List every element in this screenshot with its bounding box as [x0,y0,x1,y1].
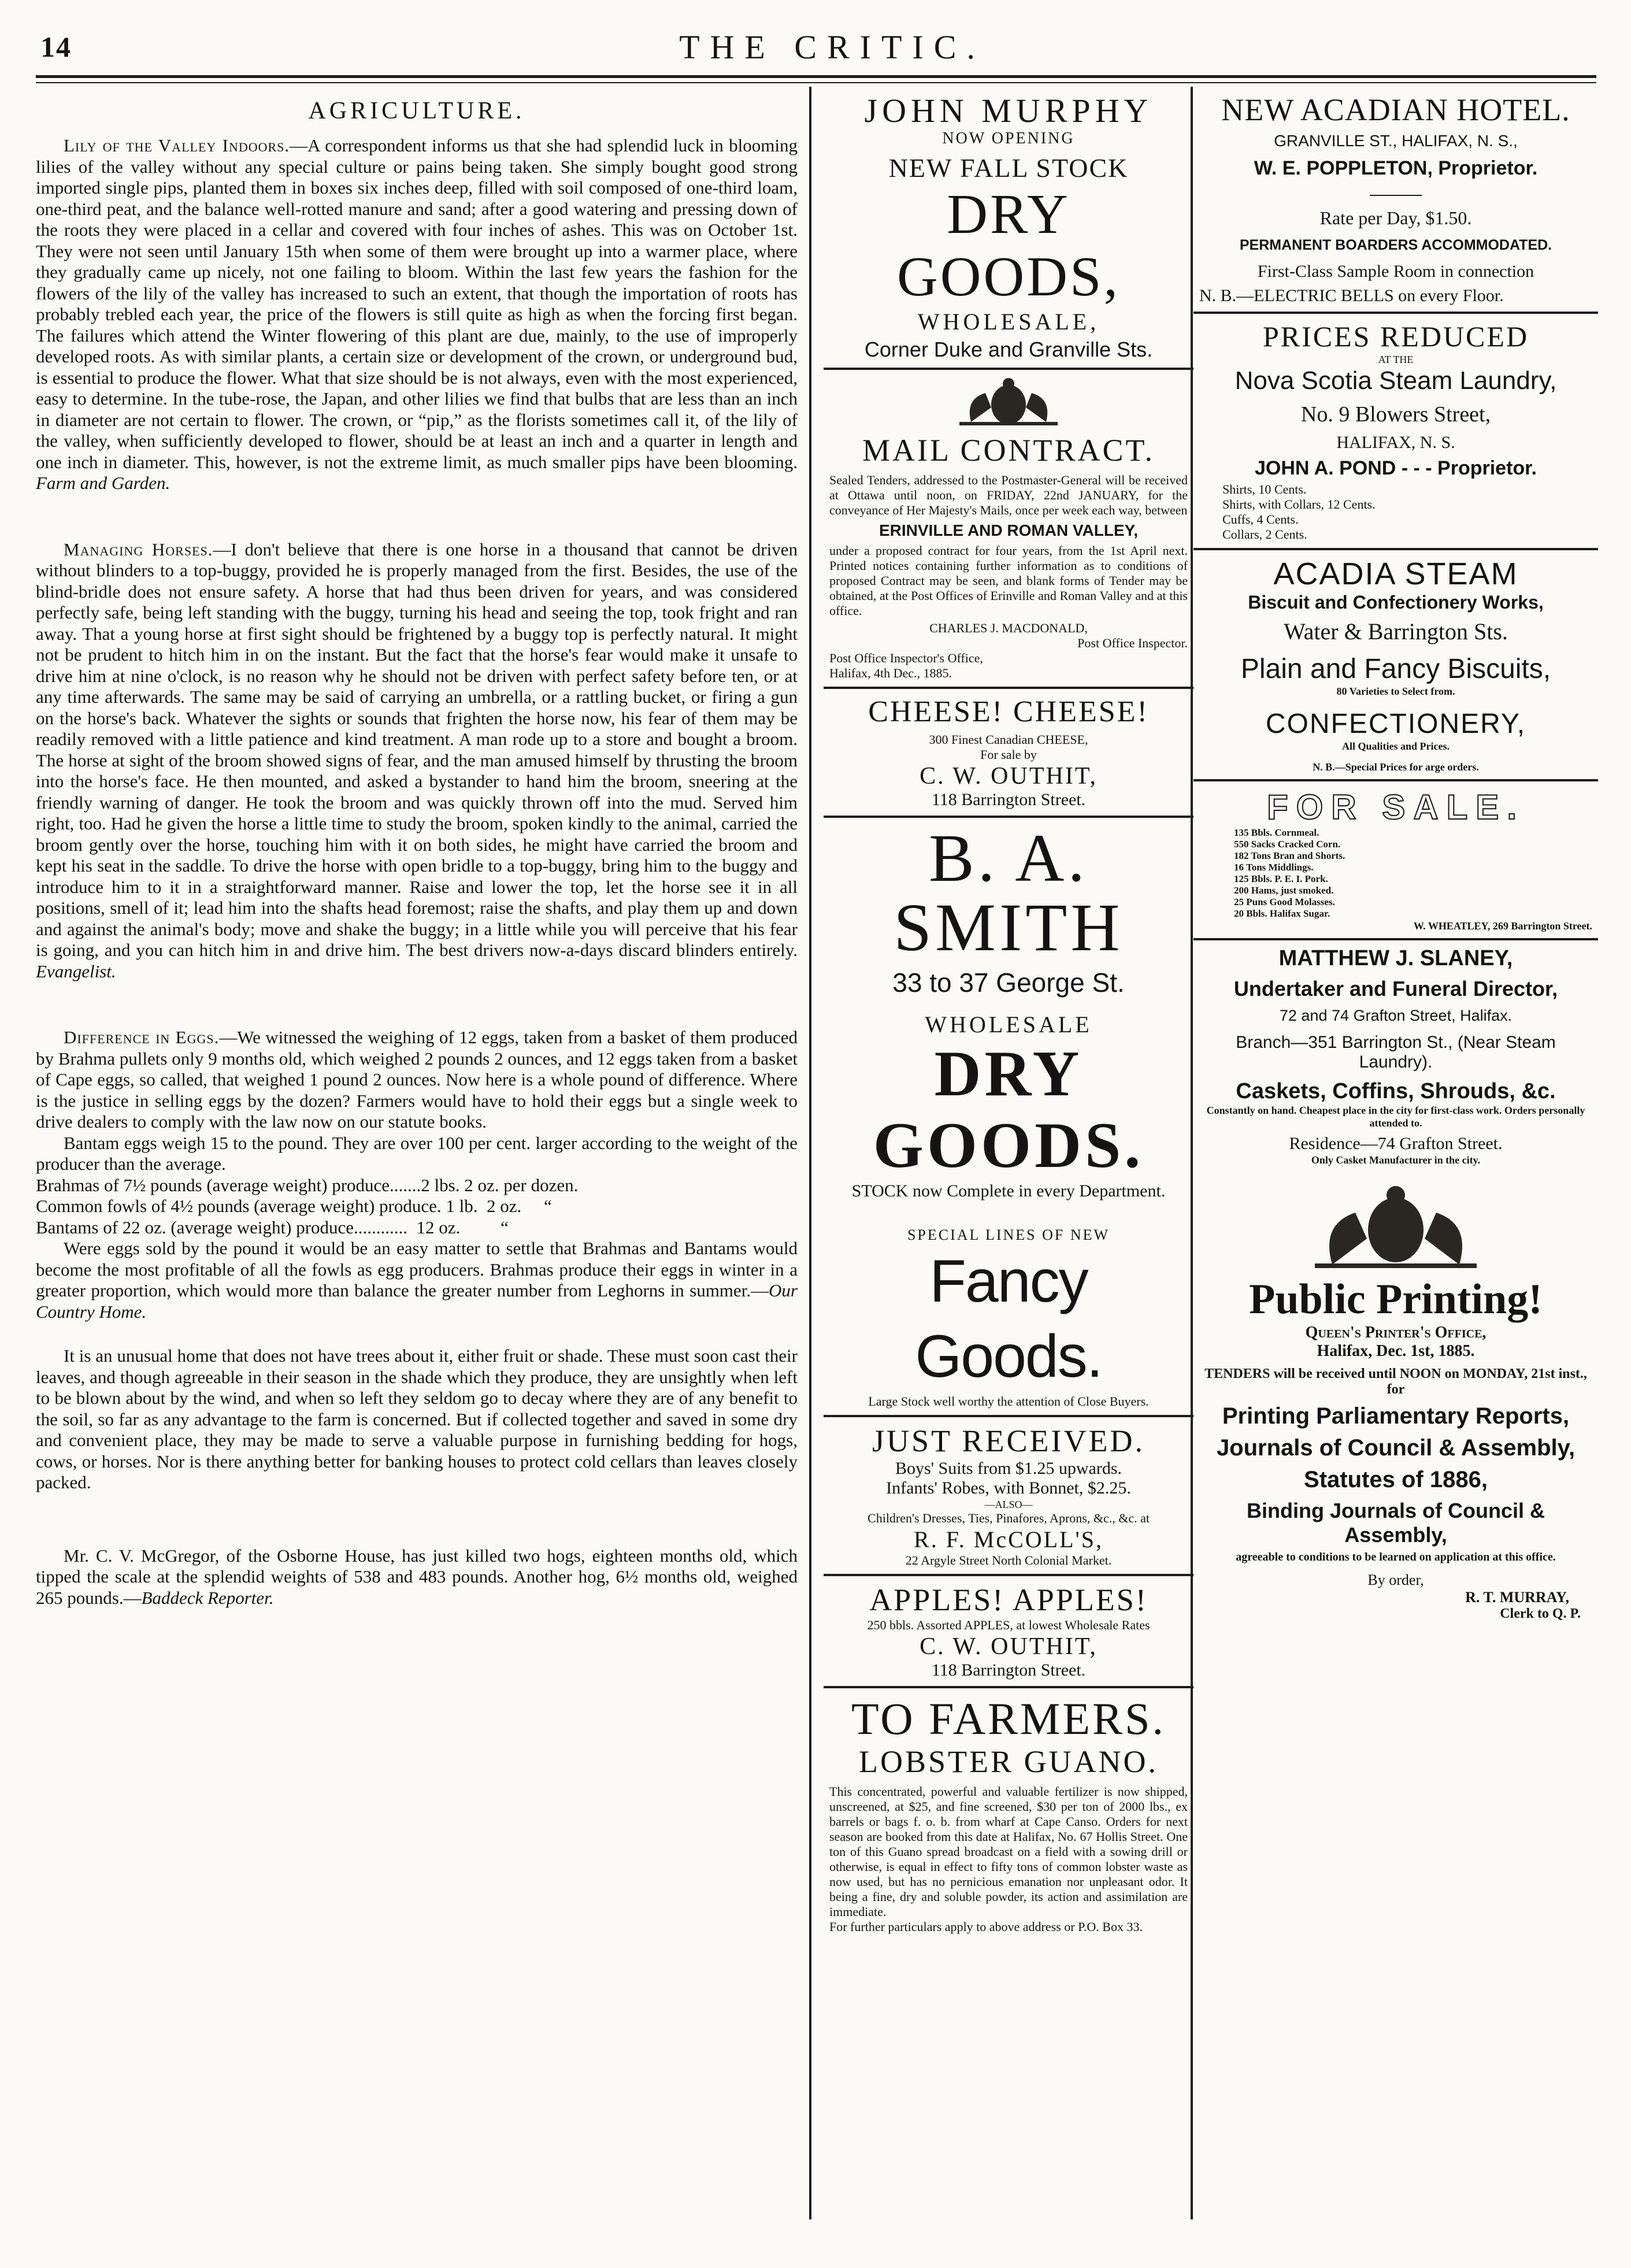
ad-farmers-further: For further particulars apply to above address or P.O. Box 33. [829,1919,1143,1934]
egg-table-row: Brahmas of 7½ pounds (average weight) produce.......2 lbs. 2 oz. per dozen. [36,1174,579,1195]
article-text: Mr. C. V. McGregor, of the Osborne House, has just killed two hogs, eighteen months old, which tipped the scale at the splendid weights of 538 and 483 pounds. Another hog, 6½ months old, weighed 265 pounds.— [36,1545,798,1608]
ad-received-title: JUST RECEIVED. [872,1424,1146,1458]
ad-apples-title: APPLES! APPLES! [869,1583,1148,1617]
ad-separator [824,1574,1193,1576]
article-lead: Lily of the Valley Indoors. [64,135,290,155]
laundry-item: Collars, 2 Cents. [1222,527,1307,542]
ad-smith-special: SPECIAL LINES OF NEW [907,1226,1110,1243]
for-sale-item: 20 Bbls. Halifax Sugar. [1234,908,1330,919]
egg-table-row: Common fowls of 4½ pounds (average weight) produce. 1 lb. 2 oz. “ [36,1196,552,1216]
ad-received-address: 22 Argyle Street North Colonial Market. [905,1553,1112,1567]
ad-slaney-residence: Residence—74 Grafton Street. [1289,1134,1503,1153]
egg-table-row: Bantams of 22 oz. (average weight) produce............ 12 oz. “ [36,1217,509,1237]
ad-slaney [1193,946,1598,1166]
article-eggs-closing: Were eggs sold by the pound it would be an easy matter to settle that Brahmas and Bantams would become the most profitable of all the fowls as egg producers. Brahmas produce their eggs in winter in a greater proportion, which would more than balance the greater number from Leghorns in summer.—Our Country Home. [36,1238,798,1322]
ad-smith-fancy: Fancy Goods. [915,1248,1102,1390]
laundry-item: Shirts, with Collars, 12 Cents. [1222,497,1376,512]
ad-cheese-address: 118 Barrington Street. [931,790,1086,809]
ad-apples-address: 118 Barrington Street. [931,1661,1086,1680]
ad-separator [1193,312,1598,314]
ad-murphy-now-opening: NOW OPENING [942,129,1075,147]
ad-printing-title: Public Printing! [1249,1276,1543,1323]
ad-john-murphy [824,92,1193,362]
ad-ba-smith [824,820,1193,1409]
article-credit: Evangelist. [36,961,116,981]
article-text: Were eggs sold by the pound it would be an easy matter to settle that Brahmas and Bantams would become the most profitable of all the fowls as egg producers. Brahmas produce their eggs in winter in a greater proportion, which would more than balance the greater number from Leghorns in summer. [36,1238,798,1300]
header-rule [36,75,1596,78]
ad-mail-office: Post Office Inspector's Office, [829,651,983,665]
ad-printing-office: Queen's Printer's Office, [1305,1324,1487,1341]
ad-farmers-body: This concentrated, powerful and valuable fertilizer is now shipped, unscreened, at $25, and fine screened, $30 per ton of 2000 lbs., ex barrels or bags f. o. b. from wharf at Cape Canso. Orders for next season are booked from this date at Halifax, No. 67 Hollis Street. One ton of this Guano spread broadcast on a field with a sowing drill or otherwise, is equal in effect to fifty tons of common lobster waste as now used, but has no pernicious emanation nor unpleasant odor. It being a fine, dry and soluble powder, its action and assimilation are immediate. [829,1784,1188,1919]
ad-printing-order: By order, [1367,1572,1424,1588]
ad-for-sale-items [1199,827,1592,920]
ad-cheese-line1: 300 Finest Canadian CHEESE, [929,732,1088,747]
ad-acadia-line6: All Qualities and Prices. [1342,740,1450,752]
ad-acadia-line3: Plain and Fancy Biscuits, [1240,654,1551,684]
ad-received-line1: Boys' Suits from $1.25 upwards. [895,1459,1122,1478]
ad-cheese [824,695,1193,810]
ad-acadia-line4: 80 Varieties to Select from. [1336,685,1455,697]
ad-hotel-proprietor: W. E. POPPLETON, Proprietor. [1254,157,1538,179]
ad-laundry-city: HALIFAX, N. S. [1336,433,1455,452]
article-difference-in-eggs [36,1027,798,1133]
ad-smith-wholesale: WHOLESALE [925,1011,1092,1037]
ad-separator [1193,779,1598,781]
ad-smith-dry-goods: DRY GOODS. [873,1038,1144,1181]
royal-arms-icon [936,376,1081,428]
ad-slaney-title: Undertaker and Funeral Director, [1233,977,1558,1000]
ad-printing-cond: agreeable to conditions to be learned on application at this office. [1236,1551,1556,1563]
ad-hotel-rate: Rate per Day, $1.50. [1319,207,1472,228]
ad-hotel-bells: N. B.—ELECTRIC BELLS on every Floor. [1199,286,1504,305]
ad-acadia-title: ACADIA STEAM [1273,557,1518,591]
ad-for-sale-signer: W. WHEATLEY, 269 Barrington Street. [1413,920,1592,932]
ad-printing-signer: R. T. MURRAY, [1465,1589,1569,1606]
ad-public-printing [1193,1184,1598,1622]
ad-printing-item1: Printing Parliamentary Reports, [1222,1403,1570,1429]
ad-for-sale-title: FOR SALE. [1266,788,1525,827]
ad-acadia-line1: Biscuit and Confectionery Works, [1248,592,1544,613]
ad-murphy-wholesale: WHOLESALE, [917,309,1100,335]
ad-printing-item4: Binding Journals of Council & Assembly, [1247,1499,1545,1547]
ad-hotel-boarders: PERMANENT BOARDERS ACCOMMODATED. [1239,237,1552,253]
ads-middle-column [824,92,1193,1935]
article-text: —A correspondent informs us that she had splendid luck in blooming lilies of the valley without any special culture or pains being taken. She simply bought good strong imported single pips, planted them in boxes six inches deep, filled with soil composed of one-third loam, one-third peat, and the balance well-rotted manure and sand; after a good watering and pressing down of the roots they were placed in a cellar and covered with four inches of ashes. This was on October 1st. They were not seen until January 15th when some of them were brought up into a warmer place, where they gradually came up nicely, not one failing to bloom. Within the last few years the fashion for the flowers of the lily of the valley has increased to such an extent, that though the importation of roots has probably trebled each year, the price of the flowers is still quite as high as when the forcing first began. The failures which attend the Winter flowering of this plant are due, mainly, to the use of improperly developed roots. As with similar plants, a certain size or development of the crown, or underground bud, is essential to produce the flower. What that size should be is not always, even with the most experienced, easy to determine. In the tube-rose, the Japan, and other lilies we find that bulbs that are less than an inch in diameter are not certain to flower. The crown, or “pip,” as the florists sometimes call it, of the lily of the valley, when sufficiently developed to flower, should be at least an inch and a quarter in length and one inch in diameter. This, however, is not the extreme limit, as much smaller pips have been blooming. [36,135,798,472]
article-lead: Difference in Eggs. [64,1027,220,1047]
ad-cheese-title: CHEESE! CHEESE! [868,695,1149,728]
ad-laundry-prices: PRICES REDUCED [1262,320,1529,353]
ad-for-sale [1193,787,1598,932]
article-leaves: It is an unusual home that does not have trees about it, either fruit or shade. These must soon cast their leaves, and though agreeable in their season in the shade which they produce, they are unsightly when left to be blown about by the wind, and when so left they seldom go to decay where they are of any benefit to the soil, so far as any advantage to the farm is concerned. But if collected together and saved in some dry and convenient place, they may be made to serve a valuable purpose in furnishing bedding for hogs, cows, or horses. Nor is there anything better for banking houses to protect cold cellars than leaves closely packed. [36,1346,798,1492]
header-rule-thin [36,82,1596,83]
ads-right-column [1193,92,1598,1622]
ad-steam-laundry [1193,320,1598,542]
ad-murphy-name: JOHN MURPHY [864,92,1153,129]
ad-smith-stock: STOCK now Complete in every Department. [851,1181,1166,1200]
laundry-item: Cuffs, 4 Cents. [1222,512,1299,527]
for-sale-item: 125 Bbls. P. E. I. Pork. [1234,873,1328,884]
ad-laundry-items [1199,482,1592,542]
article-managing-horses [36,539,798,983]
article-hogs [36,1546,798,1609]
ad-printing-item3: Statutes of 1886, [1304,1467,1488,1492]
ad-smith-name: B. A. SMITH [894,820,1124,965]
laundry-item: Shirts, 10 Cents. [1222,482,1307,496]
ad-slaney-caskets: Caskets, Coffins, Shrouds, &c. [1236,1079,1556,1103]
ad-acadia-line5: CONFECTIONERY, [1265,709,1526,739]
article-credit: Farm and Garden. [36,473,170,493]
ad-mail-contract [824,376,1193,681]
for-sale-item: 16 Tons Middlings. [1234,862,1314,873]
ad-acadia-line2: Water & Barrington Sts. [1284,618,1508,644]
for-sale-item: 200 Hams, just smoked. [1234,885,1334,896]
ad-separator [1193,548,1598,550]
ad-printing-date: Halifax, Dec. 1st, 1885. [1317,1342,1475,1360]
article-bantam-paragraph: Bantam eggs weigh 15 to the pound. They are over 100 per cent. larger according to the weight of the producer than the average. [36,1132,798,1174]
ad-mail-route: ERINVILLE AND ROMAN VALLEY, [878,521,1138,539]
ad-acadia-line7: N. B.—Special Prices for arge orders. [1313,761,1479,773]
ad-separator [824,687,1193,689]
ad-apples-line1: 250 bbls. Assorted APPLES, at lowest Wholesale Rates [867,1618,1150,1632]
ad-mail-date: Halifax, 4th Dec., 1885. [829,666,952,680]
ad-separator [824,368,1193,370]
ad-acadia-steam [1193,556,1598,773]
ad-separator [824,1686,1193,1688]
article-text: —We witnessed the weighing of 12 eggs, taken from a basket of them produced by Brahma pullets only 9 months old, which weighed 2 pounds 2 ounces, and 12 eggs taken from a basket of Cape eggs, so called, that weighed 1 pound 2 ounces. Now here is a whole pound of difference. Where is the justice in selling eggs by the dozen? Farmers would have to hold their eggs but a single week to drive dealers to comply with the law now on our statute books. [36,1027,798,1132]
ad-received-name: R. F. McCOLL'S, [914,1526,1103,1552]
royal-arms-icon [1280,1184,1511,1270]
agriculture-heading: AGRICULTURE. [308,98,525,124]
ad-slaney-address: 72 and 74 Grafton Street, Halifax. [1279,1007,1513,1024]
ad-farmers-subtitle: LOBSTER GUANO. [858,1744,1158,1779]
ad-received-also: —ALSO— [984,1499,1033,1510]
for-sale-item: 25 Puns Good Molasses. [1234,896,1335,907]
ad-smith-address: 33 to 37 George St. [892,968,1125,998]
for-sale-item: 182 Tons Bran and Shorts. [1234,850,1345,861]
ad-apples-name: C. W. OUTHIT, [920,1633,1098,1660]
article-credit: Our Country Home. [36,1280,798,1322]
ad-murphy-new-fall: NEW FALL STOCK [888,153,1129,183]
ad-mail-signer: CHARLES J. MACDONALD, [929,621,1088,635]
ad-to-farmers [824,1694,1193,1935]
ad-farmers-title: TO FARMERS. [851,1693,1166,1744]
ad-hotel-address: GRANVILLE ST., HALIFAX, N. S., [1274,132,1518,150]
ad-separator [1193,938,1598,940]
ad-laundry-at-the: AT THE [1378,354,1414,365]
agriculture-column [36,92,798,1609]
ad-mail-signer-title: Post Office Inspector. [1077,636,1188,650]
ad-cheese-name: C. W. OUTHIT, [920,763,1098,790]
egg-weights-table [36,1175,798,1239]
ad-murphy-dry-goods: DRY GOODS, [896,183,1121,308]
for-sale-item: 135 Bbls. Cornmeal. [1234,827,1319,838]
ad-slaney-name: MATTHEW J. SLANEY, [1278,946,1513,970]
ad-mail-intro: Sealed Tenders, addressed to the Postmaster-General will be received at Ottawa until noon, on FRIDAY, 22nd JANUARY, for the conveyance of Her Majesty's Mails, once per week each way, between [829,473,1188,517]
article-credit: Baddeck Reporter. [141,1587,274,1608]
ad-received-line2: Infants' Robes, with Bonnet, $2.25. [886,1478,1131,1498]
ad-printing-signer-title: Clerk to Q. P. [1500,1606,1581,1621]
ad-slaney-branch: Branch—351 Barrington St., (Near Steam Laundry). [1236,1033,1556,1072]
ad-murphy-address: Corner Duke and Granville Sts. [864,338,1153,361]
for-sale-item: 550 Sacks Cracked Corn. [1234,839,1341,850]
article-lily-of-the-valley [36,135,798,494]
ad-hotel-sample: First-Class Sample Room in connection [1257,262,1534,281]
column-rule-1 [809,87,811,2219]
ad-slaney-note: Constantly on hand. Cheapest place in the city for first-class work. Orders personally attended to. [1206,1105,1585,1129]
ad-laundry-proprietor: JOHN A. POND - - - Proprietor. [1254,457,1537,479]
ad-mail-title: MAIL CONTRACT. [862,433,1155,468]
ad-printing-item2: Journals of Council & Assembly, [1216,1435,1576,1461]
ad-divider [1370,195,1422,196]
ad-just-received [824,1423,1193,1568]
ad-separator [824,1415,1193,1417]
ad-mail-body: under a proposed contract for four years, from the 1st April next. Printed notices containing further information as to conditions of proposed Contract may be seen, and blank forms of Tender may be obtained, at the Post Offices of Erinville and Roman Valley and at this office. [829,543,1188,618]
ad-laundry-name: Nova Scotia Steam Laundry, [1235,366,1557,395]
ad-received-line3: Children's Dresses, Ties, Pinafores, Aprons, &c., &c. at [868,1511,1150,1525]
ad-hotel-name: NEW ACADIAN HOTEL. [1221,92,1570,127]
article-text: —I don't believe that there is one horse in a thousand that cannot be driven without blinders to a top-buggy, provided he is properly managed from the first. Besides, the use of the blind-bridle does not ensure safety. A horse that had thus been driven for years, and was considered perfectly safe, being left standing with the buggy, turning his head and seeing the top, took fright and ran away. That a young horse at first sight should be frightened by a buggy top is perfectly natural. It might not be prudent to hitch him in on the instant. But the fact that the horse's fear would make it unsafe to drive him at nine o'clock, is no reason why he should not be driven with perfect safety before ten, or at any time afterwards. The same may be said of carrying an umbrella, or a rattling bucket, or firing a gun on the horse's back. Whatever the sights or sounds that frighten the horse now, his fear of them may be readily removed with a little patience and kind treatment. A man rode up to a store and bought a broom. The horse at sight of the broom showed signs of fear, and the man amused himself by thrusting the broom into the horse's face. He then mounted, and asked a bystander to hand him the broom, sneering at the friendly warning of danger. He took the broom and was quickly thrown off into the mud. Served him right, too. Had he given the horse a little time to study the broom, spoken kindly to the animal, carried the broom gently over the horse, touching him with it on both sides, he might have carried the broom and kept his seat in the saddle. To drive the horse with open bridle to a top-buggy, bring him to the buggy and introduce him to it in a straightforward manner. Raise and lower the top, let the horse see it in all positions, smell of it; lead him into the shafts head foremost; raise the shafts, and play them up and down and against the animal's body; move and shake the buggy; in a little while you will perceive that his fear is going, and you can hitch him in and drive him. The best drivers now-a-days discard blinders entirely. [36,539,798,960]
ad-apples [824,1582,1193,1680]
ad-new-acadian-hotel [1193,92,1598,306]
ad-slaney-only: Only Casket Manufacturer in the city. [1311,1154,1481,1166]
ad-printing-tenders: TENDERS will be received until NOON on MONDAY, 21st inst., for [1204,1366,1587,1397]
ad-separator [824,816,1193,818]
article-lead: Managing Horses. [64,539,213,559]
ad-cheese-line2: For sale by [980,747,1037,762]
ad-laundry-address: No. 9 Blowers Street, [1300,402,1491,427]
masthead: THE CRITIC. [679,28,985,66]
ad-smith-large: Large Stock well worthy the attention of Close Buyers. [868,1394,1149,1409]
page-number: 14 [40,31,72,63]
